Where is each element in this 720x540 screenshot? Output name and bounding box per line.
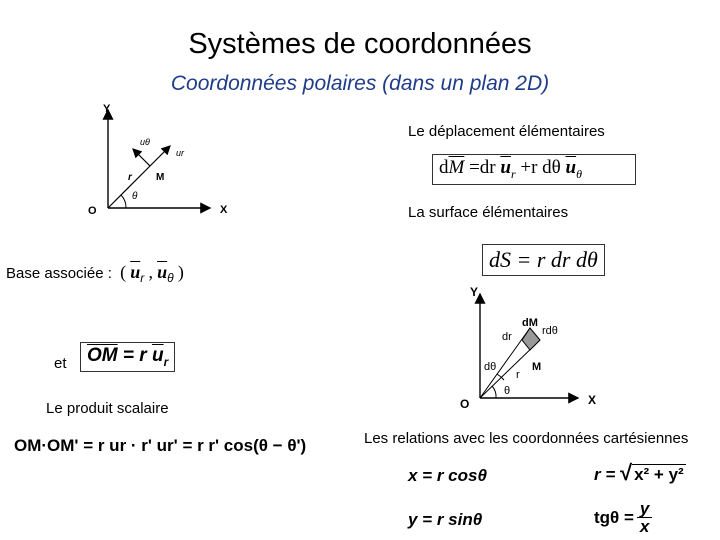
om-lhs: $\overline{OM}$ <box>87 345 118 366</box>
diagram2-dr-label: dr <box>502 331 512 343</box>
surface-element-diagram <box>450 282 610 412</box>
base-label: Base associée : <box>6 265 112 282</box>
relation-r-lhs: r = <box>594 465 616 484</box>
page-subtitle: Coordonnées polaires (dans un plan 2D) <box>170 72 550 95</box>
theta-arc <box>121 195 126 208</box>
produit-equation: OM·OM' = r ur · r' ur' = r r' cos(θ − θ') <box>14 436 307 455</box>
relation-y-equation: y = r sinθ <box>408 510 483 529</box>
diagram2-r-label: r <box>516 369 520 381</box>
deplacement-utheta-vector: $\overline{u}$ <box>565 157 577 178</box>
deplacement-d: d <box>439 157 449 178</box>
diagram2-dm-label: dM <box>522 317 538 329</box>
deplacement-equation <box>432 154 636 185</box>
relation-tg-equation <box>594 500 652 535</box>
base-utheta-sub: θ <box>167 271 174 285</box>
diagram1-theta-label: θ <box>132 191 138 202</box>
tg-denominator: x <box>639 517 650 536</box>
diagram2-m-label: M <box>532 361 542 373</box>
sqrt-symbol: √ <box>620 460 633 485</box>
om-equation <box>80 342 175 372</box>
u-theta-vector <box>133 149 150 166</box>
tg-fraction <box>637 500 652 535</box>
base-utheta-vector: $\overline{u}$ <box>157 262 168 282</box>
surface-label: La surface élémentaires <box>408 204 569 221</box>
base-comma: , <box>148 262 153 282</box>
relation-tg-lhs: tgθ = <box>594 507 634 527</box>
om-u-vector: $\overline{u}$ <box>151 345 164 366</box>
diagram1-x-label: X <box>220 204 228 216</box>
polar-basis-diagram <box>70 98 250 223</box>
diagram1-m-label: M <box>156 172 165 183</box>
base-ur-vector: $\overline{u}$ <box>130 262 141 282</box>
page-title: Systèmes de coordonnées <box>188 28 532 60</box>
deplacement-label: Le déplacement élémentaires <box>408 123 605 140</box>
dtheta-arc <box>497 374 504 380</box>
base-row <box>6 262 184 285</box>
et-label: et <box>54 355 67 372</box>
base-close-paren: ) <box>177 262 184 282</box>
diagram1-y-label: Y <box>103 103 111 115</box>
diagram2-dtheta-label: dθ <box>484 361 497 373</box>
produit-label: Le produit scalaire <box>46 400 169 417</box>
diagram1-u-r-label: ur <box>176 148 185 158</box>
diagram2-origin-label: O <box>460 397 470 411</box>
relation-r-equation <box>594 460 686 486</box>
deplacement-ur-vector: $\overline{u}$ <box>500 157 511 178</box>
u-r-vector <box>150 146 170 166</box>
relation-x-equation: x = r cosθ <box>408 466 487 485</box>
deplacement-m-vector: $\overline{M}$ <box>448 157 465 178</box>
surface-element <box>522 328 540 350</box>
diagram1-origin-label: O <box>88 205 97 217</box>
om-eq: = r <box>122 345 147 366</box>
relations-label: Les relations avec les coordonnées cartésiennes <box>364 430 689 447</box>
theta-arc-2 <box>492 386 496 398</box>
deplacement-plus: +r dθ <box>520 157 561 178</box>
base-open-paren: ( <box>120 262 127 282</box>
diagram1-u-theta-label: uθ <box>140 137 150 147</box>
diagram2-x-label: X <box>588 393 597 407</box>
diagram2-theta-label: θ <box>504 385 511 397</box>
diagram2-rdtheta-label: rdθ <box>542 325 558 337</box>
relation-r-radicand: x² + y² <box>634 465 684 484</box>
deplacement-eq: =dr <box>469 157 496 178</box>
surface-equation: dS = r dr dθ <box>482 244 605 276</box>
deplacement-utheta-sub: θ <box>576 166 583 181</box>
base-ur-sub: r <box>140 271 145 285</box>
tg-numerator: y <box>637 500 652 518</box>
diagram1-r-label: r <box>128 172 132 183</box>
diagram2-y-label: Y <box>470 285 479 299</box>
om-u-sub: r <box>163 354 169 369</box>
deplacement-ur-sub: r <box>510 166 516 181</box>
